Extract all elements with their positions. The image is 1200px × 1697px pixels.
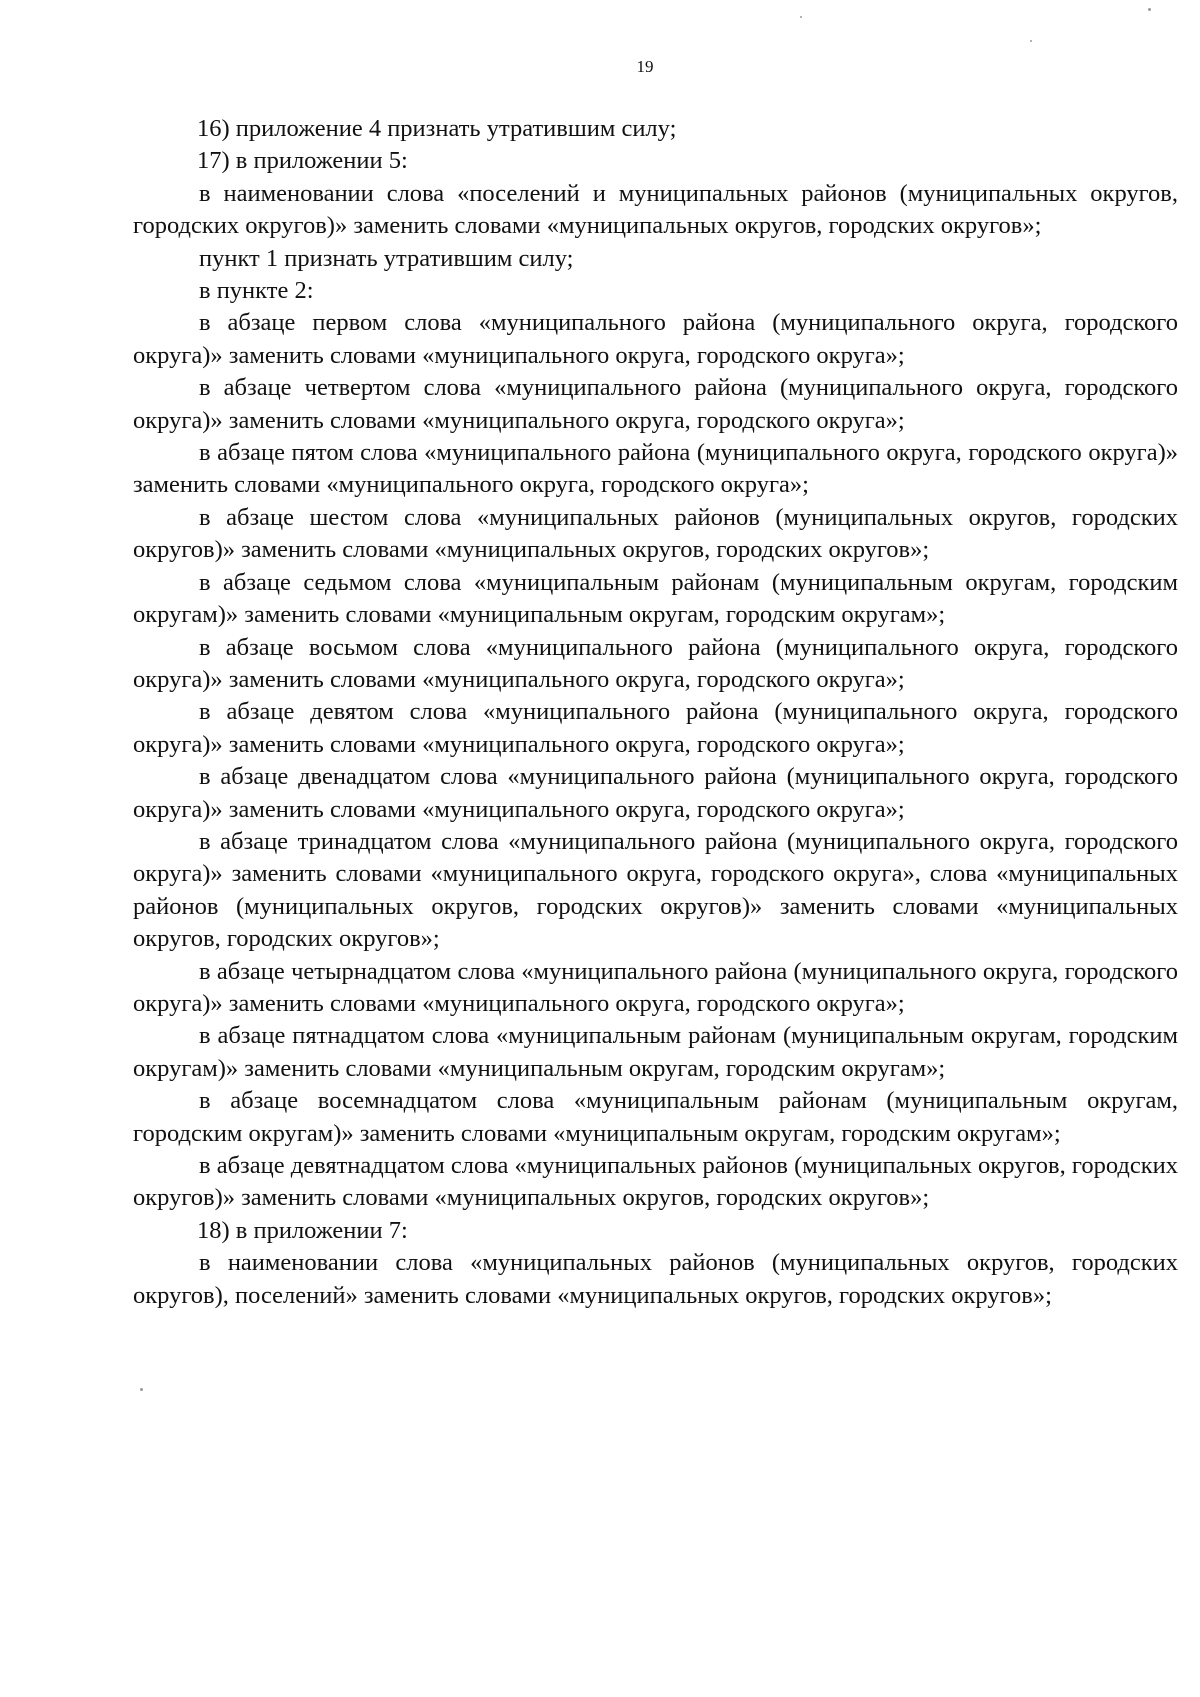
scan-speckle (1148, 8, 1151, 11)
amendment-paragraph: в абзаце шестом слова «муниципальных районов (муниципальных округов, городских округов)» заменить словами «муниципальных округов, городских округов»; (133, 503, 1178, 564)
amendment-paragraph: в абзаце седьмом слова «муниципальным районам (муниципальным округам, городским округам)» заменить словами «муниципальным округам, городским округам»; (133, 568, 1178, 629)
amendment-paragraph: в абзаце первом слова «муниципального района (муниципального округа, городского округа)» заменить словами «муниципального округа, городского округа»; (133, 309, 1178, 369)
page-number: 19 (636, 57, 654, 76)
amendment-paragraph: в абзаце четвертом слова «муниципального района (муниципального округа, городского округа)» заменить словами «муниципального округа, городского округа»; (133, 374, 1178, 434)
amendment-paragraph: в абзаце девятнадцатом слова «муниципальных районов (муниципальных округов, городских округов)» заменить словами «муниципальных округов, городских округов»; (133, 1152, 1178, 1212)
scan-speckle (140, 1388, 143, 1391)
amendment-paragraph: в абзаце пятом слова «муниципального района (муниципального округа, городского округа)» заменить словами «муниципального округа, городского округа»; (133, 439, 1178, 499)
document-body (133, 113, 1178, 1312)
list-item-16: 16) приложение 4 признать утратившим силу; (197, 115, 677, 142)
amendment-paragraph: в абзаце четырнадцатом слова «муниципального района (муниципального округа, городского округа)» заменить словами «муниципального округа, городского округа»; (133, 957, 1178, 1017)
amendment-paragraph: в наименовании слова «поселений и муниципальных районов (муниципальных округов, городских округов)» заменить словами «муниципальных округов, городских округов»; (133, 179, 1178, 240)
list-item-18: 18) в приложении 7: (197, 1216, 408, 1244)
scan-speckle (1030, 40, 1032, 42)
amendment-paragraph: в абзаце двенадцатом слова «муниципального района (муниципального округа, городского округа)» заменить словами «муниципального округа, городского округа»; (133, 763, 1178, 823)
amendment-paragraph: пункт 1 признать утратившим силу; (199, 244, 574, 272)
amendment-paragraph: в абзаце восемнадцатом слова «муниципальным районам (муниципальным округам, городским округам)» заменить словами «муниципальным округам, городским округам»; (133, 1087, 1178, 1147)
amendment-paragraph: в абзаце восьмом слова «муниципального района (муниципального округа, городского округа)» заменить словами «муниципального округа, городского округа»; (133, 633, 1178, 693)
list-item-17: 17) в приложении 5: (197, 147, 408, 175)
amendment-paragraph: в абзаце тринадцатом слова «муниципального района (муниципального округа, городского округа)» заменить словами «муниципального округа, городского округа», слова «муниципальных районов (муниципальных округов, городских округов)» заменить словами «муниципальных округов, городских округов»; (133, 827, 1178, 953)
amendment-paragraph: в наименовании слова «муниципальных районов (муниципальных округов, городских округов), поселений» заменить словами «муниципальных округов, городских округов»; (133, 1249, 1178, 1309)
amendment-paragraph: в абзаце пятнадцатом слова «муниципальным районам (муниципальным округам, городским округам)» заменить словами «муниципальным округам, городским округам»; (133, 1022, 1178, 1082)
amendment-paragraph: в пункте 2: (199, 277, 314, 305)
amendment-paragraph: в абзаце девятом слова «муниципального района (муниципального округа, городского округа)» заменить словами «муниципального округа, городского округа»; (133, 698, 1178, 758)
scan-speckle (800, 16, 802, 18)
